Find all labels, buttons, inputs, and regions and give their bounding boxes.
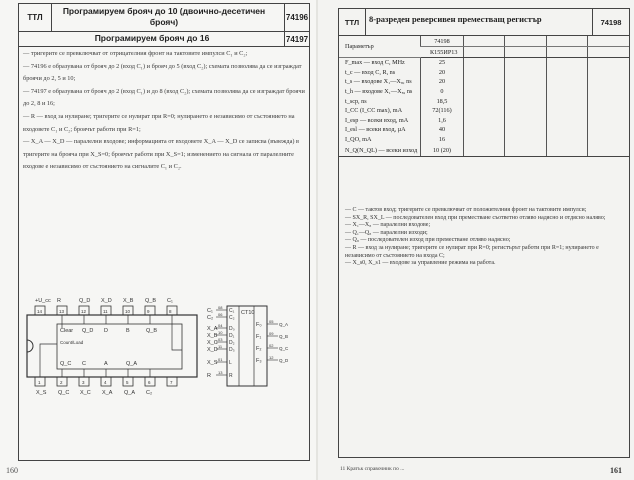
book-gutter (316, 0, 318, 480)
pin-label: C₁ (167, 298, 173, 304)
table-row (339, 135, 629, 145)
circuit-diagram (22, 292, 287, 402)
left-paragraph: — 74196 е образувана от брояч до 2 (вход C₁) и брояч до 5 (вход C₂); схемата позволява да се изграждат броячи до 2, 5 и 10; (23, 62, 302, 83)
pin-label: Q_C (58, 390, 70, 396)
symbol-input-name: X_B (207, 333, 218, 339)
param-name: I_esp — всеки вход, mA (345, 116, 409, 124)
param-value: 18,5 (420, 96, 463, 106)
symbol-output-pin: 09 (269, 331, 274, 336)
right-header (339, 9, 629, 36)
symbol-input-pin: 04 (218, 323, 223, 328)
pin-label: R (57, 298, 61, 304)
symbol-input-label: D₁ (229, 333, 235, 339)
param-name: I_CC (I_CC max), mA (345, 107, 403, 115)
symbol-title: CT10 (241, 310, 255, 316)
param-value: 72(116) (420, 106, 463, 116)
symbol-input-name: X_C (207, 340, 218, 346)
param-value: 20 (420, 68, 463, 78)
pin-label: X_C (80, 390, 91, 396)
symbol-input-label: D₀ (229, 326, 235, 332)
param-value: 40 (420, 125, 463, 135)
inner-label: Q_B (146, 328, 158, 334)
param-value: 0 (420, 87, 463, 97)
symbol-output-pin: 02 (269, 343, 274, 348)
bottom-pins (35, 344, 177, 396)
pin-number: 7 (170, 380, 173, 385)
inner-label: A (104, 361, 108, 367)
symbol-output-name: Q_C (279, 346, 289, 351)
symbol-output-name: Q_B (279, 334, 289, 339)
symbol-output-name: Q_A (279, 322, 289, 327)
symbol-output-label: F₂ (256, 346, 262, 352)
page-number-right: 161 (610, 466, 622, 475)
pin-label: X_D (101, 298, 112, 304)
symbol-input-name: X_A (207, 326, 218, 332)
symbol-input-name: C₂ (207, 315, 214, 321)
left-header-title: Програмируем брояч до 10 (двоично-десетичен брояч) (62, 6, 266, 27)
param-name: t_s — входове X₁—X₈, ns (345, 78, 412, 86)
symbol-output-pin: 12 (269, 355, 274, 360)
param-value: 25 (420, 58, 463, 68)
right-paragraph: — Q₈ — последователен изход при преместване отляво надясно; (345, 237, 511, 244)
param-value: 16 (420, 135, 463, 145)
left-paragraph: — 74197 е образувана от брояч до 2 (вход C₁) и до 8 (вход C₂); схемата позволява да се изграждат броячи до 2, 8 и 16; (23, 87, 305, 108)
left-description (23, 48, 305, 174)
logic-family-label: ТТЛ (19, 4, 52, 31)
pin-number: 3 (82, 380, 85, 385)
pin-label: C₂ (146, 390, 153, 396)
table-row (339, 87, 629, 97)
pin-number: 5 (126, 380, 129, 385)
param-name: t_c — вход C, R, ns (345, 68, 396, 76)
pin-number: 12 (81, 309, 87, 314)
param-name: t_scp, ns (345, 97, 367, 105)
symbol-input-name: R (207, 373, 211, 379)
symbol-output-pin: 05 (269, 319, 274, 324)
table-row (339, 116, 629, 126)
param-value: 20 (420, 77, 463, 87)
pin-number: 13 (59, 309, 65, 314)
inner-label: C (82, 361, 86, 367)
right-paragraph: — Q₁—Q₈ — паралелни изходи; (345, 229, 428, 236)
footer-note: 11 Кратък справочник по ... (340, 466, 405, 472)
symbol-input-pin: 13 (218, 370, 223, 375)
pin-label: Q_D (79, 298, 91, 304)
symbol-input-label: D₂ (229, 340, 235, 346)
right-paragraph: — X₁—X₈ — паралелни входове; (345, 222, 431, 229)
table-row (339, 125, 629, 135)
param-name: I_QO, mA (345, 136, 372, 144)
pin-number: 6 (148, 380, 151, 385)
symbol-input-label: D₃ (229, 347, 235, 353)
symbol-input-pin: 06 (218, 312, 223, 317)
right-header-code: 74198 (592, 9, 629, 35)
left-subheader-code: 74197 (284, 32, 309, 46)
pin-number: 4 (104, 380, 107, 385)
symbol-input-label: R (229, 373, 233, 379)
pin-label: +U_cc (35, 298, 51, 304)
page-number-left: 160 (6, 466, 18, 475)
parameter-table (339, 36, 629, 157)
logic-family-label: ТТЛ (339, 9, 366, 35)
right-description (345, 207, 625, 268)
param-header: Параметър (339, 36, 420, 58)
right-paragraph: — R — вход за нулиране; тригерите се нулират при R=0; регистърът работи при R=1; нулирането е независимо от състоянието на входа C; (345, 244, 599, 259)
table-header-row (339, 36, 629, 47)
right-paragraph: — SX_R, SX_L — последователен вход при преместване съответно отляво надясно и отдясно наляво; (345, 214, 606, 221)
table-row (339, 77, 629, 87)
table-row (339, 144, 629, 157)
col-header-k155ir13: К155ИР13 (420, 47, 463, 58)
pin-label: X_A (102, 390, 113, 396)
inner-label: Clear (60, 328, 74, 334)
symbol-input-pin: 10 (218, 330, 223, 335)
pin-label: Q_B (145, 298, 157, 304)
symbol-input-pin: 03 (218, 337, 223, 342)
package-notch (27, 340, 33, 352)
symbol-input-pin: 01 (218, 357, 223, 362)
inner-label: Q_D (82, 328, 94, 334)
symbol-output-label: F₀ (256, 322, 262, 328)
inner-label: Q_C (60, 361, 72, 367)
left-header (19, 4, 309, 32)
symbol-input-name: C₁ (207, 308, 213, 314)
symbol-output-label: F₃ (256, 358, 262, 364)
param-value: 1,6 (420, 116, 463, 126)
table-row (339, 106, 629, 116)
inner-label: Q_A (126, 361, 138, 367)
param-name: F_max — вход C, MHz (345, 59, 405, 67)
pin-label: Q_A (124, 390, 136, 396)
symbol-inputs (207, 305, 235, 379)
left-paragraph: — X_A — X_D — паралелни входове; информацията от входовете X_A — X_D се записва (въвежда) в тригерите на брояча при X_S=0; броячът работи при X_S=1; изменението на сигнала от паралелните входове е независимо от състоянието на сигналите C₁ и C₂. (23, 138, 300, 171)
col-header-74198: 74198 (420, 36, 463, 47)
param-name: t_h — входове X₁—X₈, ns (345, 88, 413, 96)
pinout-diagram-svg (22, 292, 287, 402)
symbol-input-label: L (229, 360, 232, 366)
left-paragraph: — тригерите се превключват от отрицателния фронт на тактовите импулси C₁ и C₂; (23, 50, 248, 57)
pin-number: 8 (169, 309, 172, 314)
right-header-title: 8-разреден реверсивен преместващ регистър (369, 14, 542, 24)
right-paragraph: — X_s0, X_s1 — входове за управление режима на работа. (345, 260, 496, 267)
pin-number: 14 (37, 309, 43, 314)
symbol-input-name: X_D (207, 347, 218, 353)
symbol-output-label: F₁ (256, 334, 262, 340)
pin-number: 10 (125, 309, 131, 314)
table-row (339, 96, 629, 106)
symbol-input-name: X_S (207, 360, 218, 366)
left-subheader-title: Програмируем брояч до 16 (94, 33, 210, 43)
pin-number: 2 (60, 380, 63, 385)
right-paragraph: — C — тактов вход; тригерите се превключват от положителния фронт на тактовите импулси; (345, 207, 587, 213)
pin-label: X_S (36, 390, 47, 396)
param-name: I_esl — всеки вход, µA (345, 126, 406, 134)
left-header-code: 74196 (284, 4, 309, 31)
pin-label: X_B (123, 298, 134, 304)
symbol-input-pin: 11 (218, 344, 223, 349)
symbol-input-label: C₂ (229, 315, 235, 321)
param-name: N_Q(N_QL) — всеки изход (339, 144, 420, 157)
symbol-output-name: Q_D (279, 358, 289, 363)
param-value: 10 (20) (420, 144, 463, 157)
table-row (339, 58, 629, 68)
inner-logic-block (57, 324, 182, 369)
left-paragraph: — R — вход за нулиране; тригерите се нулират при R=0; нулирането е независимо от състоянието на входовете C₁ и C₂; броячът работи при R=1; (23, 112, 295, 133)
inner-labels (60, 328, 157, 367)
symbol-input-label: C₁ (229, 308, 235, 314)
pin-number: 9 (147, 309, 150, 314)
table-row (339, 68, 629, 78)
symbol-outputs (256, 319, 289, 364)
right-page-frame (338, 8, 630, 458)
left-subheader (19, 32, 309, 47)
pin-number: 11 (103, 309, 108, 314)
pin-number: 1 (38, 380, 41, 385)
inner-label: Count/Load (60, 340, 84, 345)
inner-label: B (126, 328, 130, 334)
inner-label: D (104, 328, 108, 334)
symbol-input-pin: 08 (218, 305, 223, 310)
